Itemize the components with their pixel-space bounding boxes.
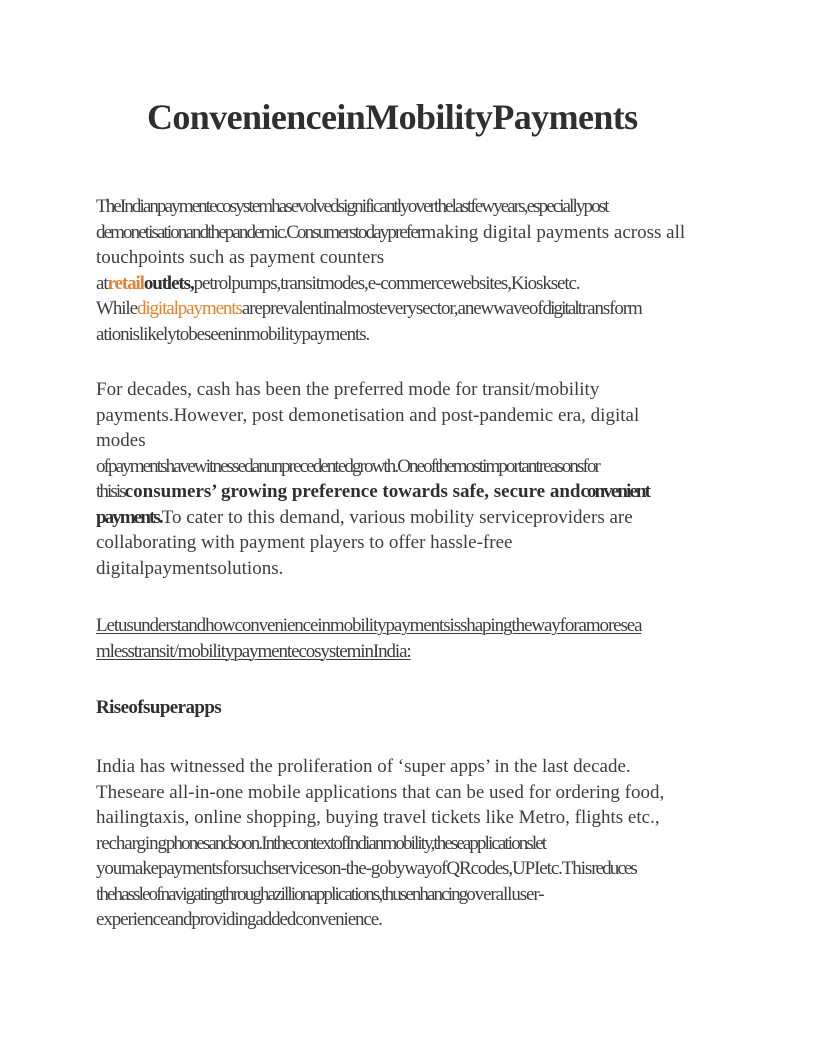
- text-line: [96, 479, 716, 505]
- text-fragment: demonetisationandthepandemic.Consumerstodayprefer: [96, 221, 422, 243]
- text-line: TheIndianpaymentecosystemhasevolvedsignificantlyoverthelastfewyears,especiallypost: [96, 196, 608, 217]
- link-line[interactable]: mlesstransit/mobilitypaymentecosysteminIndia:: [96, 640, 411, 662]
- text-fragment: thehassleofnavigatingthroughazillionapplications,thusenhancing: [96, 883, 467, 905]
- emphasis-text: convenient: [580, 481, 650, 502]
- text-line: [96, 505, 716, 531]
- text-fragment: digital: [542, 298, 578, 319]
- text-fragment: thisis: [96, 481, 125, 502]
- text-line: [96, 296, 716, 322]
- text-line: hailingtaxis, online shopping, buying travel tickets like Metro, flights etc.,: [96, 807, 660, 828]
- text-line: touchpoints such as payment counters: [96, 247, 385, 268]
- text-line: ofpaymentshavewitnessedanunprecedentedgrowth.Oneofthemostimportantreasonsfor: [96, 455, 599, 477]
- text-line: modes: [96, 430, 146, 451]
- text-fragment: making digital payments across all: [421, 221, 686, 243]
- text-line: payments.However, post demonetisation and post-pandemic era, digital: [96, 404, 640, 426]
- text-line: digitalpaymentsolutions.: [96, 557, 284, 579]
- text-line: [96, 271, 716, 297]
- super-apps-paragraph: [96, 754, 716, 933]
- digital-payments-link[interactable]: digitalpayments: [136, 298, 242, 319]
- text-line: For decades, cash has been the preferred mode for transit/mobility: [96, 379, 600, 400]
- text-fragment: transform: [577, 298, 642, 319]
- retail-link[interactable]: retail: [107, 272, 144, 294]
- text-line: India has witnessed the proliferation of ‘super apps’ in the last decade.: [96, 756, 631, 777]
- section-heading: Riseofsuperapps: [96, 697, 222, 718]
- text-line: collaborating with payment players to offer hassle-free: [96, 532, 513, 553]
- intro-paragraph: [96, 194, 716, 347]
- text-fragment: overalluser-: [466, 883, 544, 905]
- text-line: [96, 831, 716, 857]
- text-fragment: While: [96, 298, 137, 319]
- text-fragment: at: [96, 272, 108, 294]
- text-fragment: phonesandsoon.InthecontextofIndianmobility,theseapplicationslet: [165, 832, 546, 854]
- text-fragment: areprevalentinalmosteverysector,anewwaveof: [241, 298, 543, 319]
- text-line: [96, 856, 716, 882]
- text-fragment: To cater to this demand, various mobility serviceproviders are: [161, 506, 633, 528]
- understand-link[interactable]: [96, 613, 716, 664]
- emphasis-text: consumers’ growing preference towards safe, secure and: [124, 481, 581, 502]
- text-fragment: recharging: [96, 832, 166, 854]
- link-line[interactable]: Letusunderstandhowconvenienceinmobilitypaymentsisshapingthewayforamoresea: [96, 615, 642, 636]
- text-fragment: reduces: [591, 858, 636, 879]
- emphasis-text: payments.: [96, 506, 162, 528]
- text-fragment: outlets,: [143, 272, 194, 294]
- text-line: experienceandprovidingaddedconvenience.: [96, 909, 382, 930]
- cash-paragraph: [96, 377, 716, 581]
- text-line: Theseare all-in-one mobile applications that can be used for ordering food,: [96, 781, 665, 803]
- text-line: ationislikelytobeseeninmobilitypayments.: [96, 323, 370, 345]
- page-title: ConvenienceinMobilityPayments: [147, 97, 638, 137]
- text-fragment: petrolpumps,transitmodes,e-commercewebsites,Kiosksetc.: [193, 272, 580, 294]
- text-fragment: youmakepaymentsforsuchserviceson-the-gobywayofQRcodes,UPIetc.This: [96, 858, 592, 879]
- text-line: [96, 220, 716, 246]
- text-line: [96, 882, 716, 908]
